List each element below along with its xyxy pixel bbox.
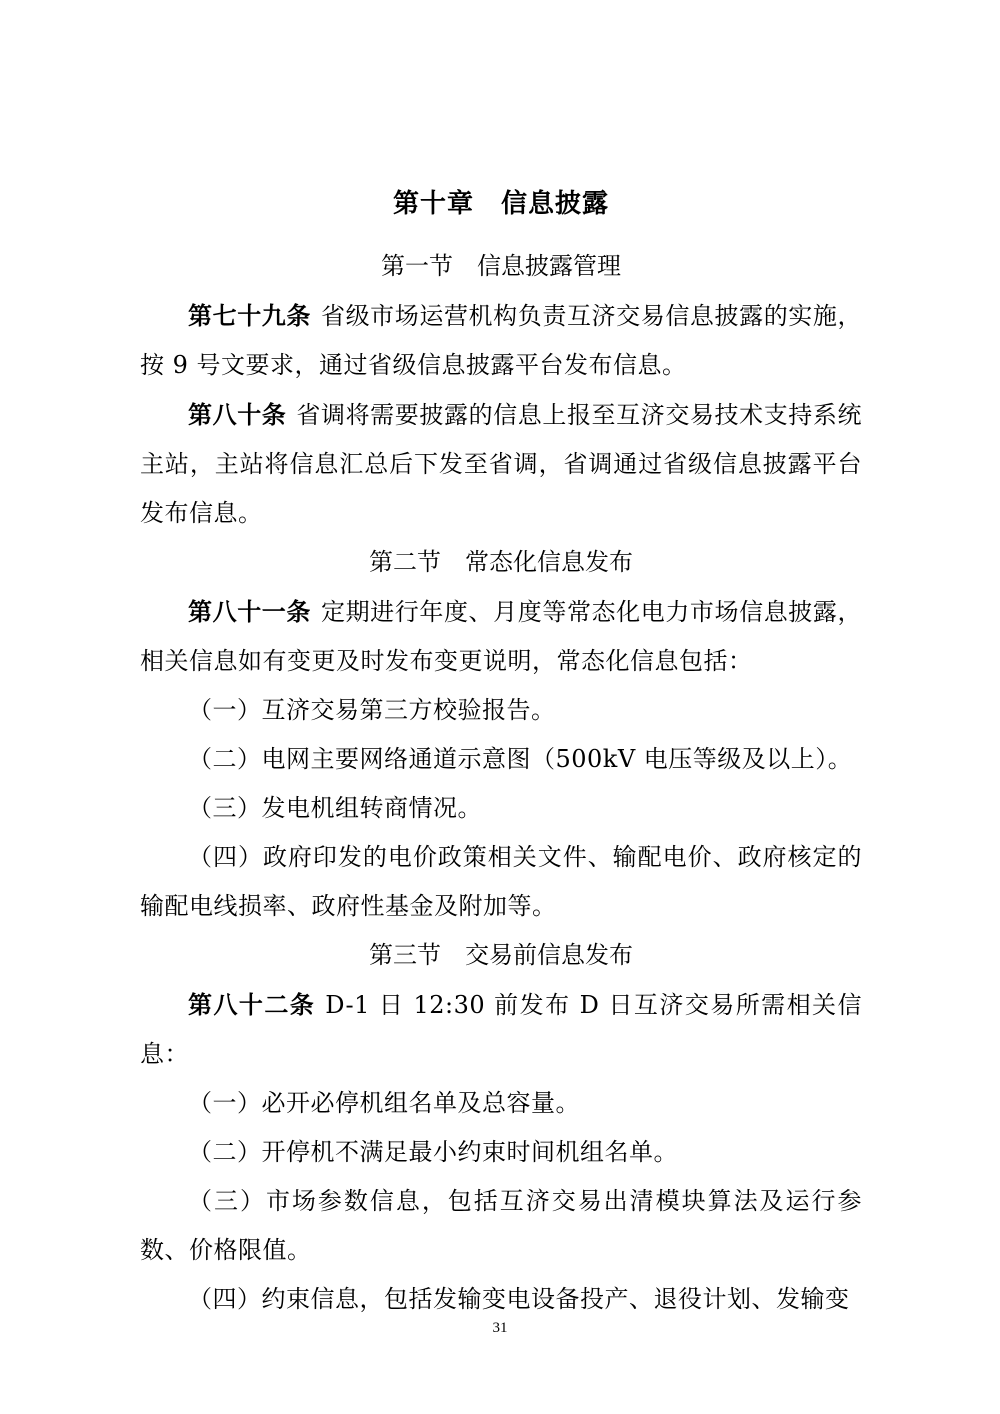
list-item: （三）发电机组转商情况。 bbox=[188, 794, 482, 822]
article-81 bbox=[140, 587, 862, 686]
list-item: （四）约束信息，包括发输变电设备投产、退役计划、发输变 bbox=[188, 1285, 850, 1313]
list-item: （二）开停机不满足最小约束时间机组名单。 bbox=[188, 1138, 678, 1166]
list-item: （一）必开必停机组名单及总容量。 bbox=[188, 1089, 580, 1117]
section-title-2: 第二节 常态化信息发布 bbox=[369, 548, 633, 576]
list-item: （二）电网主要网络通道示意图（500kV 电压等级及以上）。 bbox=[188, 745, 853, 773]
document-body bbox=[140, 172, 862, 1324]
page-number: 31 bbox=[492, 1320, 508, 1336]
article-81-label: 第八十一条 bbox=[188, 597, 311, 626]
article-80-label: 第八十条 bbox=[188, 400, 287, 429]
article-81-text: 定期进行年度、月度等常态化电力市场信息披露，相关信息如有变更及时发布变更说明，常态化信息包括： bbox=[140, 598, 863, 675]
article-79-label: 第七十九条 bbox=[188, 301, 311, 330]
article-80-text: 省调将需要披露的信息上报至互济交易技术支持系统主站，主站将信息汇总后下发至省调，省调通过省级信息披露平台发布信息。 bbox=[140, 401, 863, 527]
section-title-1: 第一节 信息披露管理 bbox=[381, 252, 621, 280]
article-82-text: D-1 日 12:30 前发布 D 日互济交易所需相关信息： bbox=[140, 991, 863, 1068]
article-82-label: 第八十二条 bbox=[188, 990, 316, 1019]
section-title-3: 第三节 交易前信息发布 bbox=[369, 941, 633, 969]
list-item: （一）互济交易第三方校验报告。 bbox=[188, 696, 556, 724]
list-item: （四）政府印发的电价政策相关文件、输配电价、政府核定的输配电线损率、政府性基金及附加等。 bbox=[140, 843, 862, 920]
article-79-text: 省级市场运营机构负责互济交易信息披露的实施，按 9 号文要求，通过省级信息披露平台发布信息。 bbox=[140, 302, 863, 379]
article-82 bbox=[140, 980, 862, 1079]
chapter-title: 第十章 信息披露 bbox=[392, 189, 609, 219]
list-item: （三）市场参数信息，包括互济交易出清模块算法及运行参数、价格限值。 bbox=[140, 1187, 862, 1264]
article-79 bbox=[140, 291, 862, 390]
article-80 bbox=[140, 390, 862, 538]
